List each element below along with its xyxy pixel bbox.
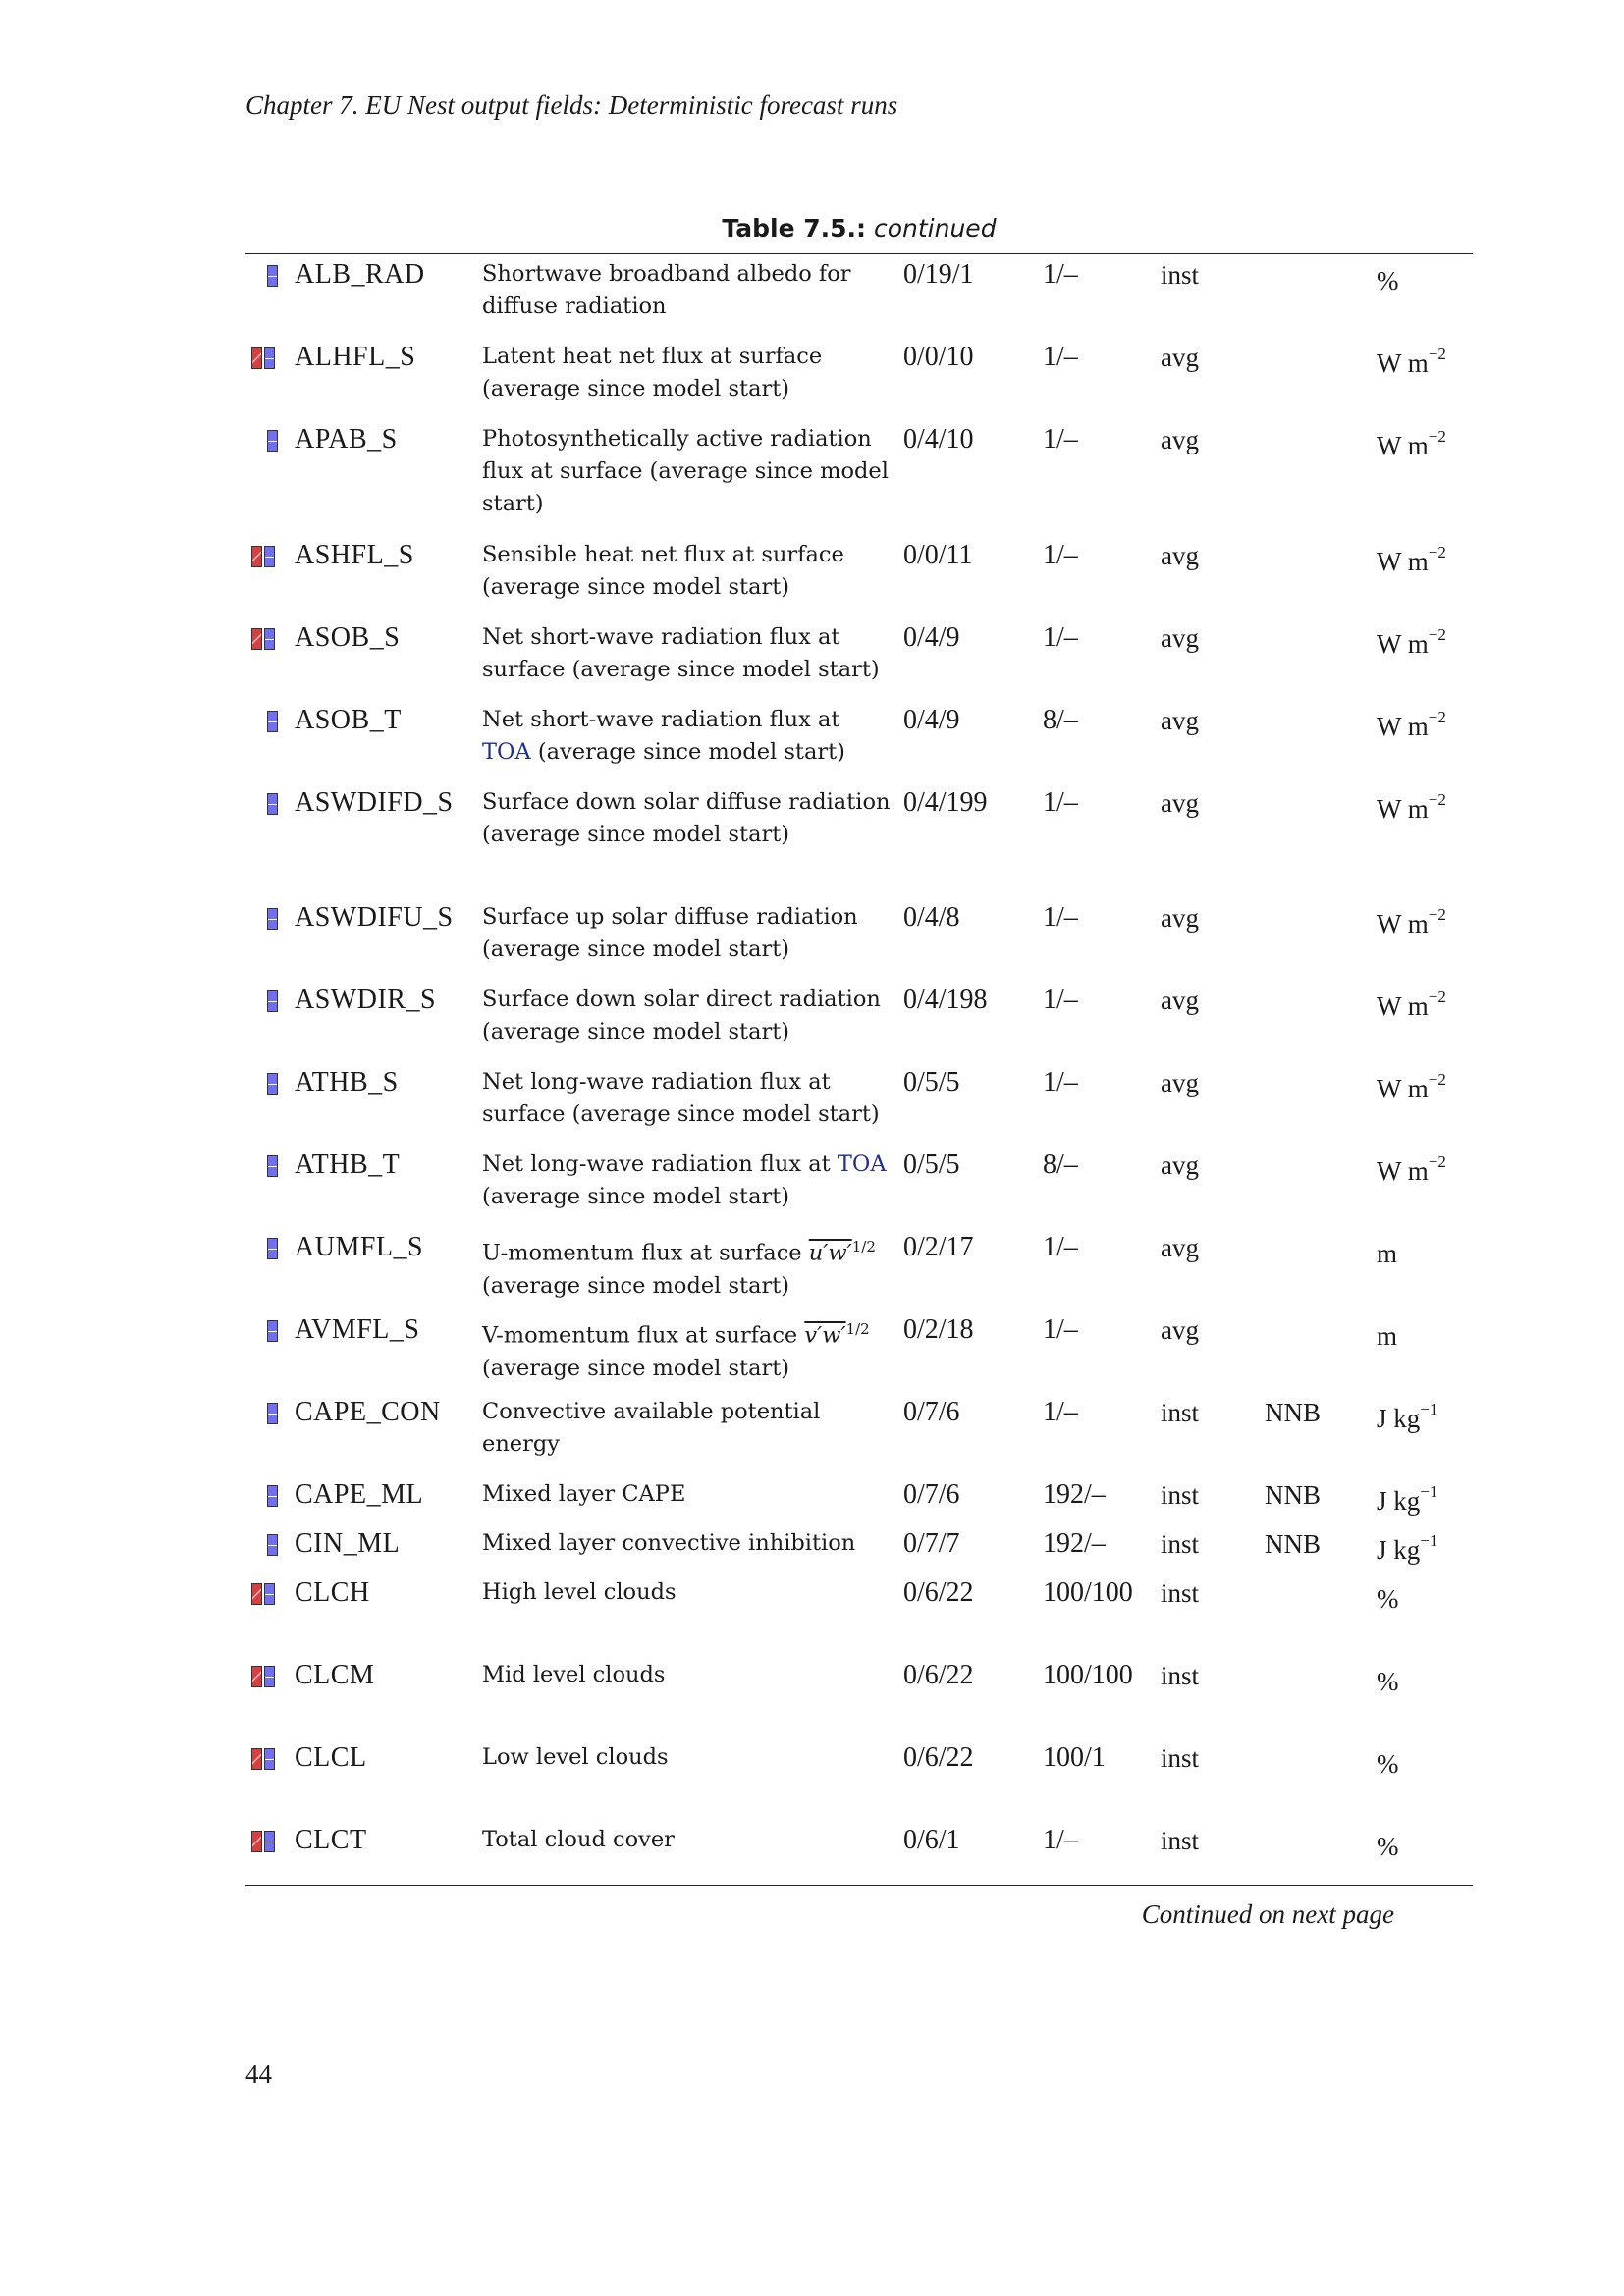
level-type: 1/– — [1043, 424, 1078, 454]
product-icons — [267, 908, 278, 930]
level-type: 100/1 — [1043, 1742, 1106, 1773]
field-name: ALHFL_S — [295, 342, 416, 372]
level-type: 1/– — [1043, 1825, 1078, 1855]
grib-code: 0/4/9 — [903, 622, 960, 653]
operation: inst — [1161, 1480, 1200, 1510]
grib-code: 0/4/8 — [903, 902, 960, 933]
operation: avg — [1161, 903, 1199, 933]
field-description: Shortwave broadband albedo for diffuse radiation — [482, 261, 851, 319]
field-name: AVMFL_S — [295, 1314, 420, 1345]
grib-code: 0/7/6 — [903, 1479, 960, 1510]
red-product-icon — [251, 546, 262, 567]
field-description: Mid level clouds — [482, 1662, 666, 1687]
caption-label: Table 7.5.: — [722, 214, 867, 242]
field-name: CAPE_ML — [295, 1479, 424, 1510]
math-exponent: 1/2 — [851, 1238, 876, 1255]
level-type: 1/– — [1043, 622, 1078, 653]
caption-text: continued — [873, 214, 997, 242]
unit-base: W m — [1377, 348, 1429, 378]
unit-base: % — [1377, 1584, 1399, 1614]
product-icons — [267, 990, 278, 1012]
field-name: CLCM — [295, 1660, 375, 1690]
operation: inst — [1161, 1529, 1200, 1559]
unit — [1377, 1527, 1437, 1567]
field-name: CAPE_CON — [295, 1397, 441, 1427]
operation: avg — [1161, 1315, 1199, 1345]
unit-base: W m — [1377, 1156, 1429, 1186]
product-icons — [267, 1238, 278, 1259]
field-description: Surface up solar diffuse radiation (average since model start) — [482, 904, 858, 962]
red-product-icon — [251, 1831, 262, 1852]
product-icons — [251, 628, 275, 650]
unit-exponent: −1 — [1420, 1400, 1438, 1418]
blue-product-icon — [267, 430, 278, 452]
unit-exponent: −1 — [1420, 1531, 1438, 1550]
product-icons — [251, 347, 275, 369]
unit — [1377, 1741, 1399, 1781]
blue-product-icon — [267, 1485, 278, 1507]
blue-product-icon — [267, 1238, 278, 1259]
description-text: (average since model start) — [482, 1184, 790, 1209]
description-text: (average since model start) — [530, 739, 845, 765]
field-name: CLCL — [295, 1742, 367, 1773]
blue-product-icon — [267, 711, 278, 732]
level-type: 1/– — [1043, 1067, 1078, 1097]
grib-code: 0/2/18 — [903, 1314, 974, 1345]
unit-base: m — [1377, 1239, 1398, 1268]
field-description: Surface down solar diffuse radiation (average since model start) — [482, 789, 891, 847]
description-text: Net long-wave radiation flux at — [482, 1151, 838, 1177]
product-icons — [251, 1748, 275, 1770]
operation: avg — [1161, 1150, 1199, 1180]
unit — [1377, 1478, 1437, 1518]
unit-base: W m — [1377, 547, 1429, 576]
operation: inst — [1161, 1398, 1200, 1427]
operation: avg — [1161, 706, 1199, 735]
level-type: 1/– — [1043, 1314, 1078, 1345]
field-description: Surface down solar direct radiation (average since model start) — [482, 987, 881, 1044]
product-icons — [267, 1155, 278, 1177]
product-icons — [267, 430, 278, 452]
grib-code: 0/7/6 — [903, 1397, 960, 1427]
product-icons — [267, 1485, 278, 1507]
product-icons — [251, 546, 275, 567]
level-type: 8/– — [1043, 1149, 1078, 1180]
level-type: 1/– — [1043, 985, 1078, 1015]
product-icons — [251, 1583, 275, 1605]
unit — [1377, 1659, 1399, 1698]
grib-code: 0/0/11 — [903, 540, 973, 570]
product-icons — [251, 1666, 275, 1687]
red-product-icon — [251, 1583, 262, 1605]
level-type: 8/– — [1043, 705, 1078, 735]
blue-product-icon — [264, 1583, 275, 1605]
field-name: AUMFL_S — [295, 1232, 424, 1262]
product-icons — [267, 711, 278, 732]
red-product-icon — [251, 347, 262, 369]
unit-exponent: −2 — [1428, 1070, 1446, 1089]
unit-base: J kg — [1377, 1404, 1421, 1433]
field-description: Low level clouds — [482, 1744, 669, 1770]
unit-exponent: −2 — [1428, 988, 1446, 1006]
unit-base: W m — [1377, 909, 1429, 938]
field-description — [482, 1313, 894, 1385]
unit — [1377, 704, 1446, 743]
unit-exponent: −2 — [1428, 543, 1446, 561]
grib-code: 0/0/10 — [903, 342, 974, 372]
math-exponent: 1/2 — [845, 1320, 870, 1338]
operation: avg — [1161, 986, 1199, 1015]
interpolation-flag: NNB — [1265, 1480, 1322, 1510]
unit-base: W m — [1377, 629, 1429, 659]
unit-base: % — [1377, 266, 1399, 295]
unit-base: J kg — [1377, 1486, 1421, 1516]
blue-product-icon — [267, 265, 278, 287]
level-type: 100/100 — [1043, 1660, 1133, 1690]
description-text: Net short-wave radiation flux at — [482, 707, 840, 732]
field-name: ASHFL_S — [295, 540, 414, 570]
unit-base: % — [1377, 1749, 1399, 1779]
level-type: 1/– — [1043, 1397, 1078, 1427]
toa-link[interactable]: TOA — [837, 1151, 887, 1177]
operation: avg — [1161, 1068, 1199, 1097]
description-text: U-momentum flux at surface — [482, 1240, 809, 1266]
level-type: 192/– — [1043, 1528, 1106, 1559]
blue-product-icon — [267, 908, 278, 930]
chapter-header: Chapter 7. EU Nest output fields: Deterministic forecast runs — [245, 90, 898, 120]
blue-product-icon — [264, 546, 275, 567]
unit — [1377, 1576, 1399, 1616]
field-name: ASWDIR_S — [295, 985, 437, 1015]
field-name: APAB_S — [295, 424, 398, 454]
blue-product-icon — [267, 990, 278, 1012]
unit-base: W m — [1377, 431, 1429, 460]
field-description: High level clouds — [482, 1579, 677, 1605]
level-type: 1/– — [1043, 787, 1078, 818]
field-name: ASWDIFD_S — [295, 787, 454, 818]
continued-note: Continued on next page — [1141, 1899, 1394, 1929]
field-description: Net short-wave radiation flux at surface (average since model start) — [482, 624, 880, 682]
unit — [1377, 258, 1399, 297]
field-name: CLCT — [295, 1825, 367, 1855]
unit-base: m — [1377, 1321, 1398, 1351]
operation: inst — [1161, 1743, 1200, 1773]
unit — [1377, 984, 1446, 1023]
level-type: 1/– — [1043, 1232, 1078, 1262]
field-name: ASOB_T — [295, 705, 402, 735]
operation: inst — [1161, 260, 1200, 290]
blue-product-icon — [267, 1320, 278, 1342]
field-name: CLCH — [295, 1577, 370, 1608]
blue-product-icon — [264, 628, 275, 650]
product-icons — [267, 1403, 278, 1424]
blue-product-icon — [264, 1831, 275, 1852]
unit-exponent: −2 — [1428, 625, 1446, 644]
grib-code: 0/5/5 — [903, 1067, 960, 1097]
operation: inst — [1161, 1661, 1200, 1690]
math-expression: u′w′ — [808, 1240, 852, 1266]
grib-code: 0/2/17 — [903, 1232, 974, 1262]
field-description: Total cloud cover — [482, 1827, 675, 1852]
grib-code: 0/6/22 — [903, 1577, 974, 1608]
field-description: Mixed layer CAPE — [482, 1481, 686, 1507]
unit-base: % — [1377, 1667, 1399, 1696]
field-description: Photosynthetically active radiation flux at surface (average since model start) — [482, 426, 889, 516]
level-type: 192/– — [1043, 1479, 1106, 1510]
red-product-icon — [251, 1748, 262, 1770]
field-description — [482, 704, 894, 769]
grib-code: 0/6/1 — [903, 1825, 960, 1855]
field-description: Latent heat net flux at surface (average since model start) — [482, 344, 823, 401]
unit — [1377, 423, 1446, 462]
unit-base: J kg — [1377, 1535, 1421, 1565]
unit-exponent: −2 — [1428, 790, 1446, 809]
unit-exponent: −2 — [1428, 345, 1446, 363]
grib-code: 0/4/10 — [903, 424, 974, 454]
operation: inst — [1161, 1578, 1200, 1608]
product-icons — [267, 1534, 278, 1556]
description-text: V-momentum flux at surface — [482, 1322, 805, 1349]
unit-exponent: −1 — [1420, 1482, 1438, 1501]
blue-product-icon — [264, 1666, 275, 1687]
unit — [1377, 1824, 1399, 1863]
operation: avg — [1161, 541, 1199, 570]
unit — [1377, 1313, 1397, 1353]
grib-code: 0/4/199 — [903, 787, 988, 818]
field-name: ASWDIFU_S — [295, 902, 454, 933]
unit-base: W m — [1377, 991, 1429, 1021]
unit — [1377, 621, 1446, 661]
operation: inst — [1161, 1826, 1200, 1855]
unit — [1377, 786, 1446, 826]
table-bottom-rule — [245, 1885, 1473, 1886]
blue-product-icon — [264, 1748, 275, 1770]
interpolation-flag: NNB — [1265, 1398, 1322, 1427]
blue-product-icon — [267, 1155, 278, 1177]
unit — [1377, 1396, 1437, 1435]
field-name: ALB_RAD — [295, 259, 425, 290]
toa-link[interactable]: TOA — [482, 739, 531, 765]
unit-base: % — [1377, 1832, 1399, 1861]
unit — [1377, 1066, 1446, 1105]
unit-base: W m — [1377, 1074, 1429, 1103]
blue-product-icon — [267, 1534, 278, 1556]
operation: avg — [1161, 788, 1199, 818]
grib-code: 0/6/22 — [903, 1660, 974, 1690]
level-type: 1/– — [1043, 259, 1078, 290]
unit-base: W m — [1377, 712, 1429, 741]
product-icons — [267, 265, 278, 287]
level-type: 1/– — [1043, 902, 1078, 933]
field-description: Mixed layer convective inhibition — [482, 1530, 856, 1556]
field-description — [482, 1231, 894, 1303]
unit-exponent: −2 — [1428, 427, 1446, 446]
math-expression: v′w′ — [804, 1322, 846, 1349]
blue-product-icon — [264, 347, 275, 369]
product-icons — [267, 1320, 278, 1342]
field-description: Convective available potential energy — [482, 1399, 821, 1457]
grib-code: 0/5/5 — [903, 1149, 960, 1180]
product-icons — [251, 1831, 275, 1852]
interpolation-flag: NNB — [1265, 1529, 1322, 1559]
field-description: Sensible heat net flux at surface (average since model start) — [482, 542, 844, 600]
table-caption — [245, 214, 1473, 242]
unit — [1377, 1148, 1446, 1188]
field-name: ATHB_S — [295, 1067, 399, 1097]
field-description — [482, 1148, 894, 1213]
product-icons — [267, 1073, 278, 1095]
description-text: (average since model start) — [482, 1272, 790, 1299]
operation: avg — [1161, 425, 1199, 454]
level-type: 1/– — [1043, 540, 1078, 570]
operation: avg — [1161, 343, 1199, 372]
table-top-rule — [245, 253, 1473, 254]
level-type: 100/100 — [1043, 1577, 1133, 1608]
unit-exponent: −2 — [1428, 708, 1446, 726]
unit-exponent: −2 — [1428, 905, 1446, 924]
unit — [1377, 539, 1446, 578]
grib-code: 0/6/22 — [903, 1742, 974, 1773]
field-name: CIN_ML — [295, 1528, 401, 1559]
red-product-icon — [251, 1666, 262, 1687]
field-description: Net long-wave radiation flux at surface (average since model start) — [482, 1069, 880, 1127]
description-text: (average since model start) — [482, 1355, 790, 1381]
unit — [1377, 341, 1446, 380]
grib-code: 0/4/198 — [903, 985, 988, 1015]
field-name: ASOB_S — [295, 622, 401, 653]
field-name: ATHB_T — [295, 1149, 401, 1180]
operation: avg — [1161, 1233, 1199, 1262]
red-product-icon — [251, 628, 262, 650]
level-type: 1/– — [1043, 342, 1078, 372]
grib-code: 0/19/1 — [903, 259, 974, 290]
product-icons — [267, 793, 278, 815]
grib-code: 0/7/7 — [903, 1528, 960, 1559]
blue-product-icon — [267, 793, 278, 815]
blue-product-icon — [267, 1403, 278, 1424]
unit-exponent: −2 — [1428, 1152, 1446, 1171]
blue-product-icon — [267, 1073, 278, 1095]
grib-code: 0/4/9 — [903, 705, 960, 735]
unit — [1377, 1231, 1397, 1270]
unit-base: W m — [1377, 794, 1429, 824]
page-number: 44 — [245, 2059, 272, 2089]
unit — [1377, 901, 1446, 940]
operation: avg — [1161, 623, 1199, 653]
